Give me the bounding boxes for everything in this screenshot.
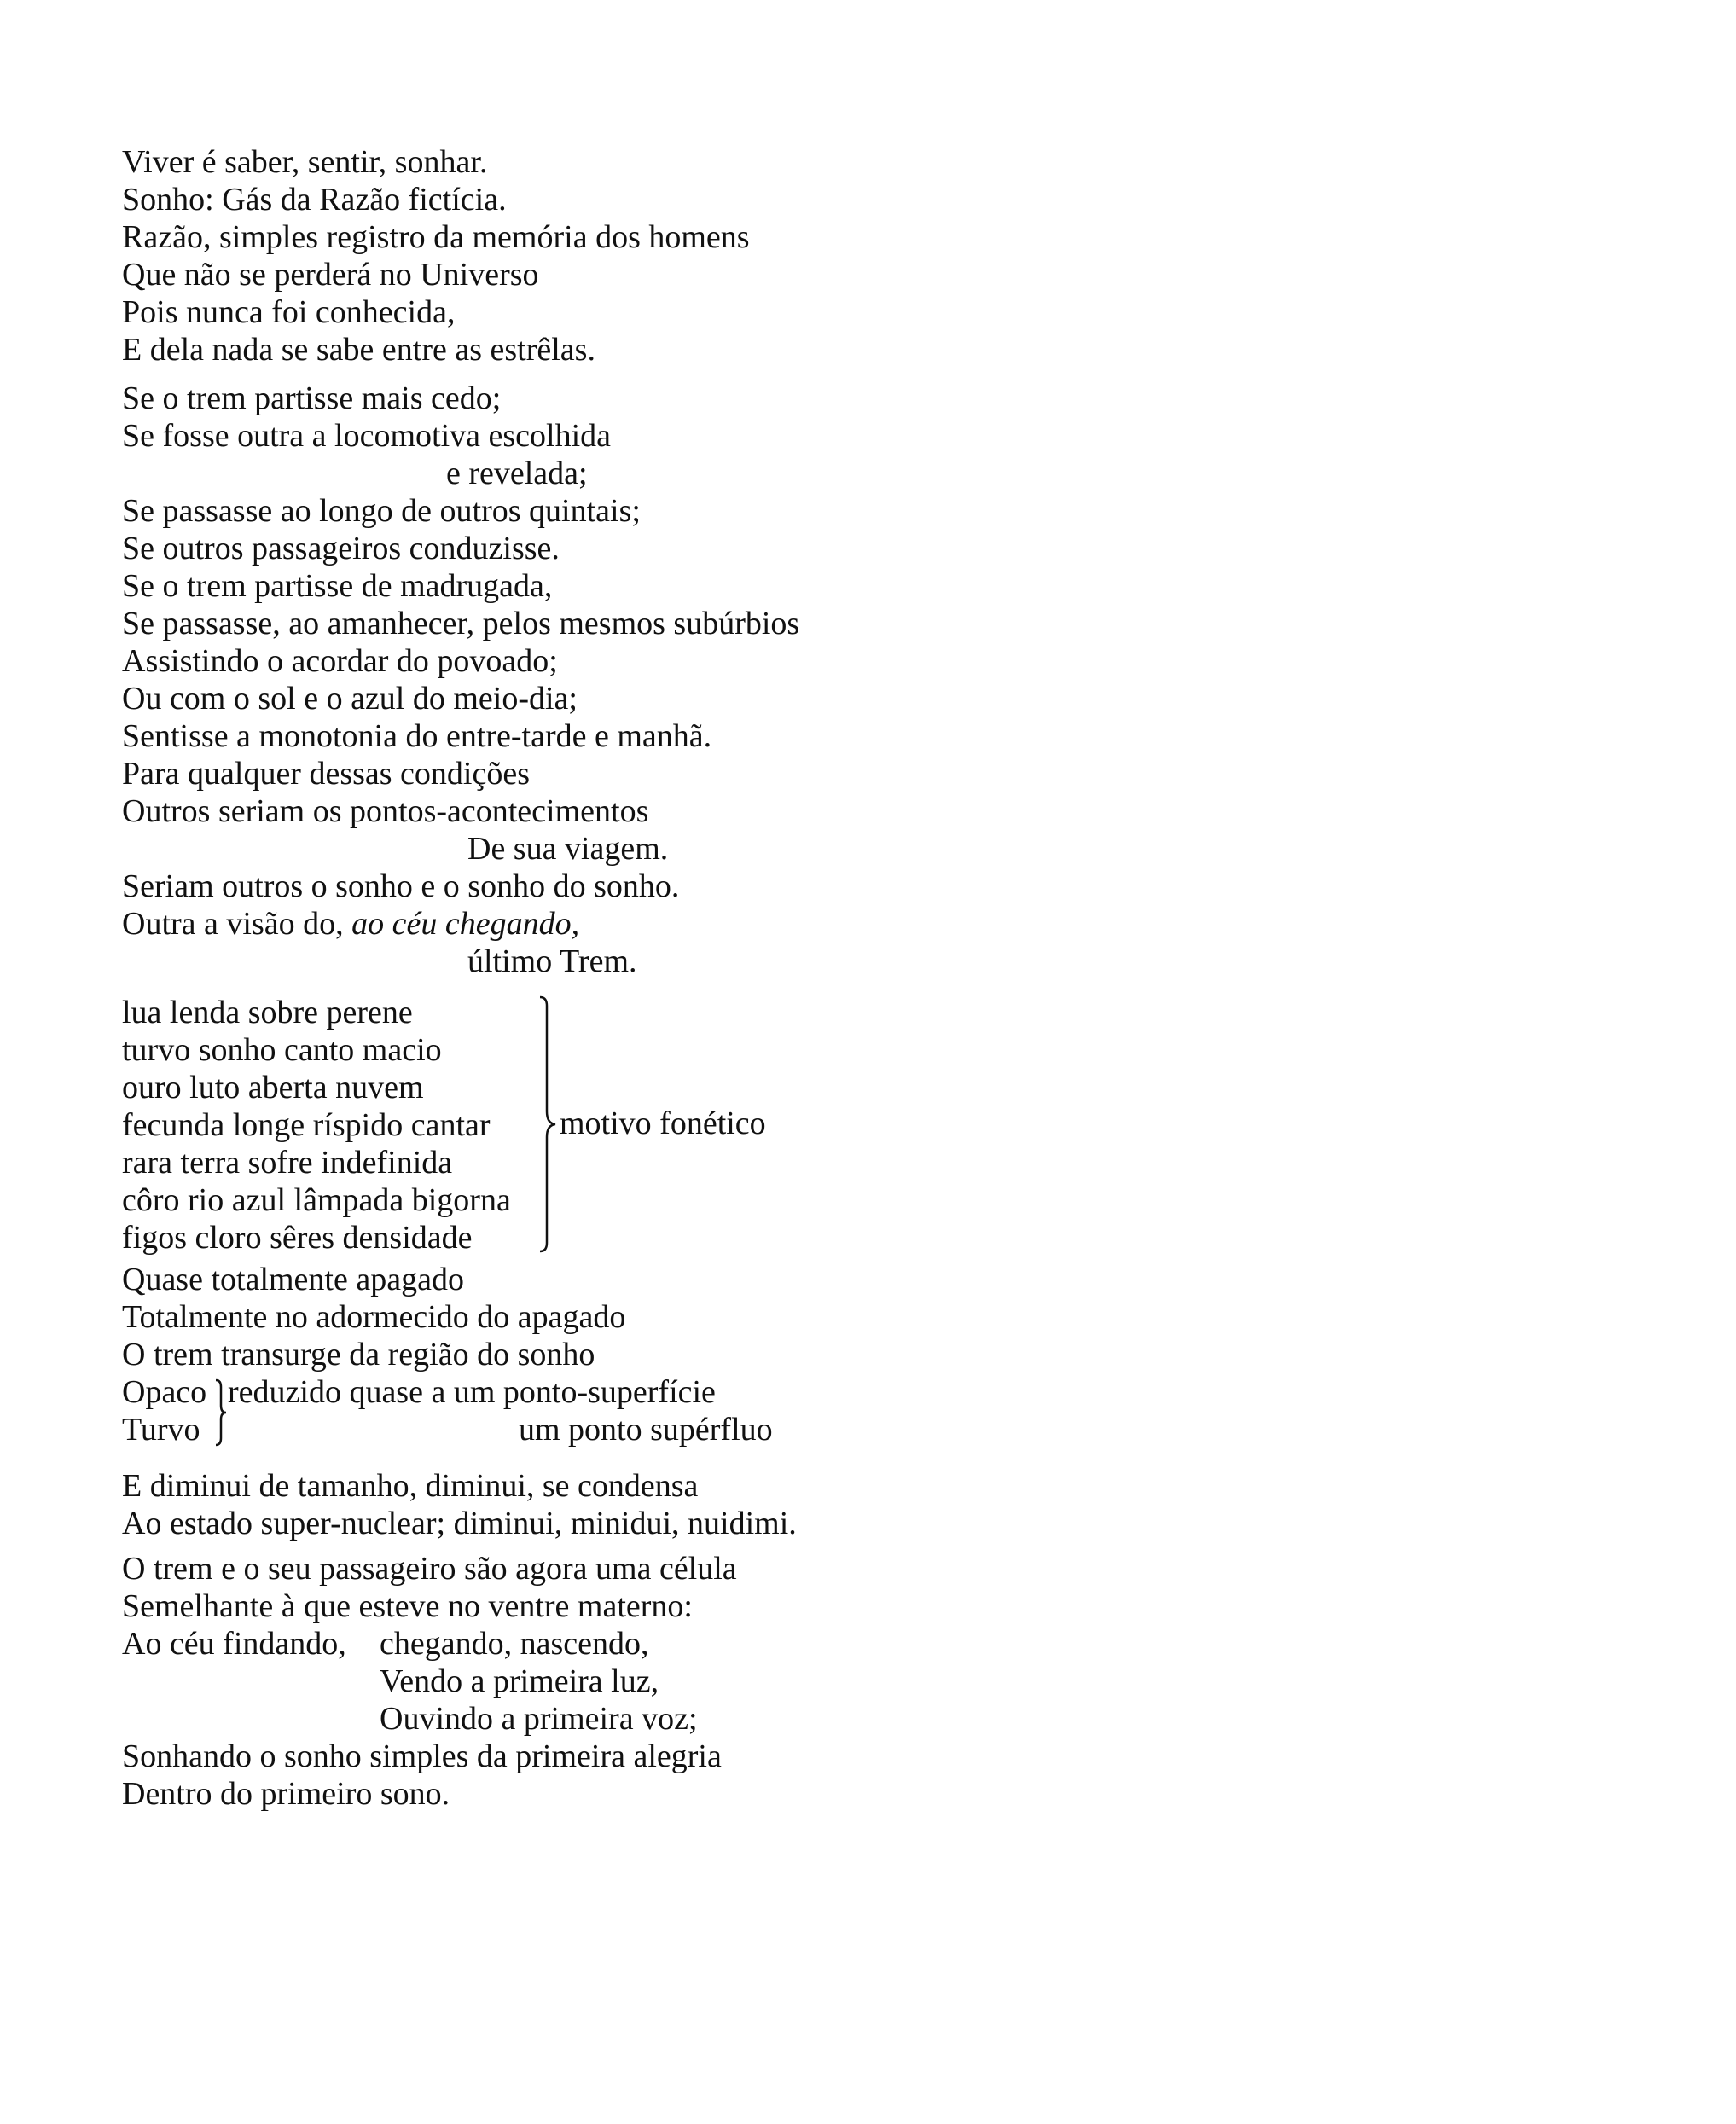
stanza-4	[122, 1261, 625, 1373]
poem-line: Assistindo o acordar do povoado;	[122, 643, 558, 679]
poem-line: fecunda longe ríspido cantar	[122, 1107, 491, 1143]
poem-line: Sonho: Gás da Razão fictícia.	[122, 182, 507, 218]
poem-line: Se fosse outra a locomotiva escolhida	[122, 418, 612, 454]
poem-line: ouro luto aberta nuvem	[122, 1070, 424, 1106]
poem-line: Ao estado super-nuclear; diminui, minidui, nuidimi.	[122, 1506, 797, 1541]
poem-line-indented: último Trem.	[467, 943, 637, 979]
poem-line: Sonhando o sonho simples da primeira alegria	[122, 1738, 722, 1774]
poem-line-indented: e revelada;	[446, 456, 588, 491]
poem-line: Outros seriam os pontos-acontecimentos	[122, 793, 649, 829]
poem-line-indented: Vendo a primeira luz,	[380, 1663, 659, 1699]
stanza-1	[122, 143, 750, 369]
poem-line: Ou com o sol e o azul do meio-dia;	[122, 681, 578, 717]
phonetic-word-list	[122, 994, 511, 1256]
poem-line-italic: ao céu chegando,	[351, 906, 580, 942]
poem-word-opaco: Opaco	[122, 1374, 207, 1410]
right-brace-icon	[214, 1378, 229, 1447]
poem-line-continuation: reduzido quase a um ponto-superfície	[228, 1374, 716, 1410]
poem-line: E diminui de tamanho, diminui, se condensa	[122, 1468, 699, 1504]
poem-line: Se outros passageiros conduzisse.	[122, 531, 560, 566]
poem-line: turvo sonho canto macio	[122, 1032, 442, 1068]
poem-line: côro rio azul lâmpada bigorna	[122, 1182, 511, 1218]
poem-line: Pois nunca foi conhecida,	[122, 294, 456, 330]
poem-line: O trem e o seu passageiro são agora uma célula	[122, 1551, 737, 1587]
poem-line: Quase totalmente apagado	[122, 1262, 464, 1297]
stanza-6	[122, 1550, 737, 1813]
poem-line: Se passasse, ao amanhecer, pelos mesmos subúrbios	[122, 606, 800, 641]
poem-line: Se o trem partisse de madrugada,	[122, 568, 553, 604]
poem-line: Se passasse ao longo de outros quintais;	[122, 493, 641, 529]
poem-line: Se o trem partisse mais cedo;	[122, 380, 502, 416]
poem-line: Totalmente no adormecido do apagado	[122, 1299, 626, 1335]
phonetic-motif-block	[122, 994, 890, 1258]
stanza-5	[122, 1467, 797, 1542]
poem-line: Sentisse a monotonia do entre-tarde e manhã.	[122, 718, 712, 754]
poem-line-indented: Ouvindo a primeira voz;	[380, 1701, 698, 1737]
poem-line: Viver é saber, sentir, sonhar.	[122, 144, 488, 180]
poem-line-plain: Outra a visão do,	[122, 906, 344, 942]
stanza-2	[122, 380, 799, 980]
poem-line-right: chegando, nascendo,	[380, 1626, 649, 1662]
poem-line: Para qualquer dessas condições	[122, 756, 531, 792]
phonetic-motif-label: motivo fonético	[560, 1106, 766, 1141]
poem-line-indented: De sua viagem.	[467, 831, 669, 867]
poem-line: E dela nada se sabe entre as estrêlas.	[122, 332, 595, 368]
poem-line: rara terra sofre indefinida	[122, 1145, 453, 1181]
poem-line: Seriam outros o sonho e o sonho do sonho.	[122, 868, 680, 904]
poem-line: lua lenda sobre perene	[122, 995, 413, 1030]
poem-line: O trem transurge da região do sonho	[122, 1337, 595, 1372]
poem-word-turvo: Turvo	[122, 1412, 200, 1448]
poem-line: Que não se perderá no Universo	[122, 257, 539, 293]
poem-line-mixed	[122, 905, 799, 943]
poem-line: Dentro do primeiro sono.	[122, 1776, 450, 1812]
poem-line-split	[122, 1625, 737, 1663]
poem-line-left: Ao céu findando,	[122, 1626, 346, 1662]
poem-line: Razão, simples registro da memória dos homens	[122, 219, 750, 255]
poem-line: figos cloro sêres densidade	[122, 1220, 473, 1256]
poem-line: Semelhante à que esteve no ventre materno:	[122, 1588, 693, 1624]
poem-line-continuation: um ponto supérfluo	[519, 1412, 773, 1448]
opaco-turvo-block	[122, 1373, 890, 1450]
